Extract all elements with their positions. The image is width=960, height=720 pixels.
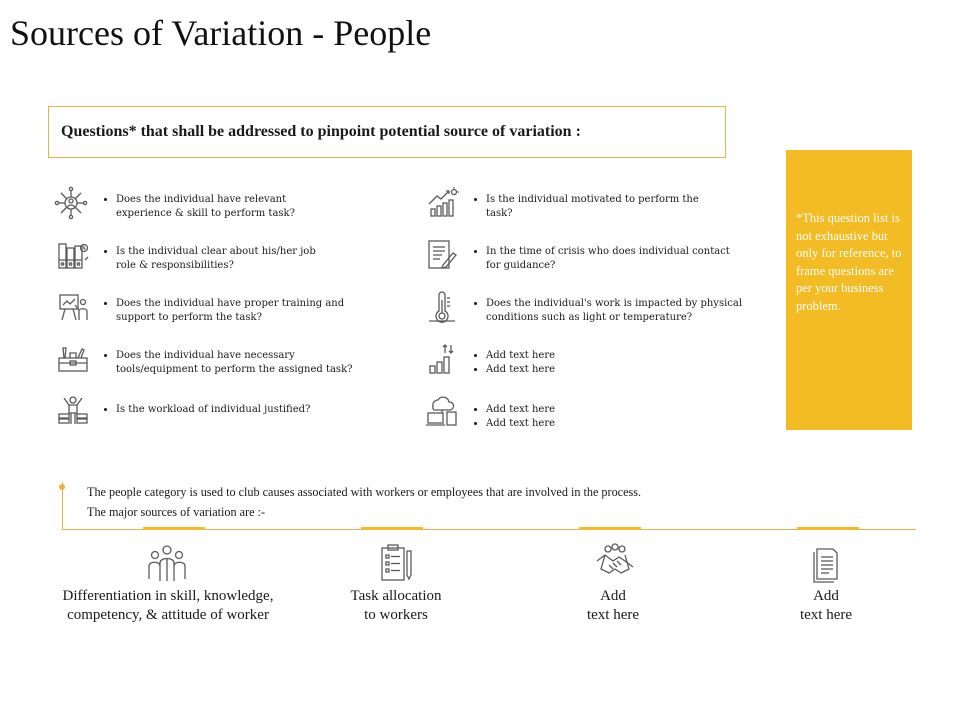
category-label: Add text here xyxy=(586,588,640,623)
note-box: *This question list is not exhaustive but only for reference, to frame questions are per your business problem. xyxy=(786,150,912,430)
category-accent xyxy=(143,527,205,530)
summary-text: The people category is used to club causes associated with workers or employees that are involved in the process. The major sources of variation are :- xyxy=(87,485,642,519)
questions-header: Questions* that shall be addressed to pinpoint potential source of variation : xyxy=(61,123,581,140)
category-accent xyxy=(579,527,641,530)
question-item: • Does the individual have necessary tools/equipment to perform the assigned task? xyxy=(96,349,353,377)
workload-person-icon xyxy=(56,394,90,428)
question-item: • In the time of crisis who does individual contact for guidance? xyxy=(466,245,730,273)
category-accent xyxy=(361,527,423,530)
question-item: • Is the individual clear about his/her job role & responsibilities? xyxy=(96,245,316,273)
handshake-icon xyxy=(595,543,635,583)
category-label: Differentiation in skill, knowledge, competency, & attitude of worker xyxy=(62,588,274,623)
network-person-icon xyxy=(54,186,88,220)
presentation-training-icon xyxy=(56,290,90,324)
category-label: Task allocation to workers xyxy=(350,588,442,623)
binders-icon xyxy=(56,238,90,272)
document-pen-icon xyxy=(425,238,459,272)
thermometer-icon xyxy=(425,290,459,324)
question-item: • Is the individual motivated to perform the task? xyxy=(466,193,699,221)
question-item: • Add text here • Add text here xyxy=(466,349,555,377)
category-accent xyxy=(797,527,859,530)
group-people-icon xyxy=(147,543,187,583)
cloud-devices-icon xyxy=(425,394,459,428)
question-item: • Does the individual's work is impacted by physical conditions such as light or temperature? xyxy=(466,297,742,325)
question-item: • Add text here • Add text here xyxy=(466,403,555,431)
category-label: Add text here xyxy=(799,588,853,623)
page-title: Sources of Variation - People xyxy=(10,13,432,53)
summary-dot xyxy=(59,484,65,490)
motivation-growth-icon xyxy=(425,186,459,220)
questions-header-box xyxy=(48,106,726,158)
bar-chart-icon xyxy=(425,342,459,376)
document-icon xyxy=(807,543,847,583)
task-list-icon xyxy=(376,543,416,583)
question-item: • Does the individual have relevant experience & skill to perform task? xyxy=(96,193,295,221)
question-item: • Does the individual have proper training and support to perform the task? xyxy=(96,297,344,325)
question-item: • Is the workload of individual justified? xyxy=(96,403,310,417)
toolbox-icon xyxy=(56,342,90,376)
summary-box xyxy=(62,482,916,530)
